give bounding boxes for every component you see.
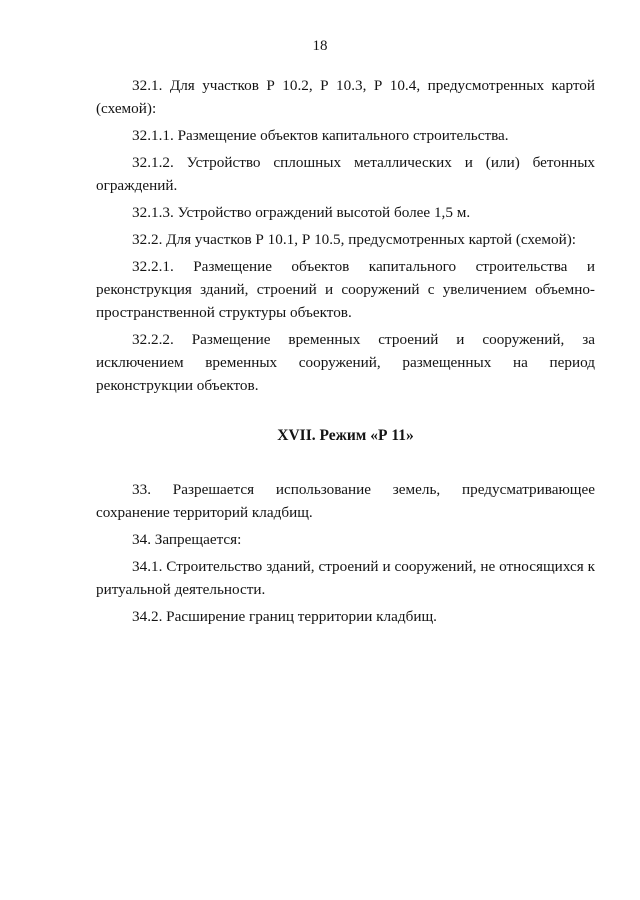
paragraph-32-1: 32.1. Для участков Р 10.2, Р 10.3, Р 10.4, предусмотренных картой (схемой): bbox=[96, 77, 595, 117]
paragraph-32-2-2: 32.2.2. Размещение временных строений и сооружений, за исключением временных сооружений, размещенных на период реконструкции объектов. bbox=[96, 331, 595, 394]
document-body bbox=[96, 74, 595, 632]
paragraph-32-1-1: 32.1.1. Размещение объектов капитального строительства. bbox=[132, 127, 509, 144]
paragraph-33: 33. Разрешается использование земель, предусматривающее сохранение территорий кладбищ. bbox=[96, 481, 595, 521]
page-number: 18 bbox=[312, 38, 328, 54]
paragraph-34: 34. Запрещается: bbox=[132, 531, 242, 548]
paragraph-34-1: 34.1. Строительство зданий, строений и сооружений, не относящихся к ритуальной деятельности. bbox=[96, 558, 595, 598]
paragraph-32-1-3: 32.1.3. Устройство ограждений высотой более 1,5 м. bbox=[132, 204, 471, 221]
section-heading: XVII. Режим «Р 11» bbox=[277, 427, 414, 444]
paragraph-32-2-1: 32.2.1. Размещение объектов капитального строительства и реконструкция зданий, строений и сооружений с увеличением объемно-пространственной структуры объектов. bbox=[96, 258, 595, 321]
paragraph-32-2: 32.2. Для участков Р 10.1, Р 10.5, предусмотренных картой (схемой): bbox=[132, 231, 576, 248]
paragraph-32-1-2: 32.1.2. Устройство сплошных металлических и (или) бетонных ограждений. bbox=[96, 154, 595, 194]
paragraph-34-2: 34.2. Расширение границ территории кладбищ. bbox=[132, 608, 437, 625]
